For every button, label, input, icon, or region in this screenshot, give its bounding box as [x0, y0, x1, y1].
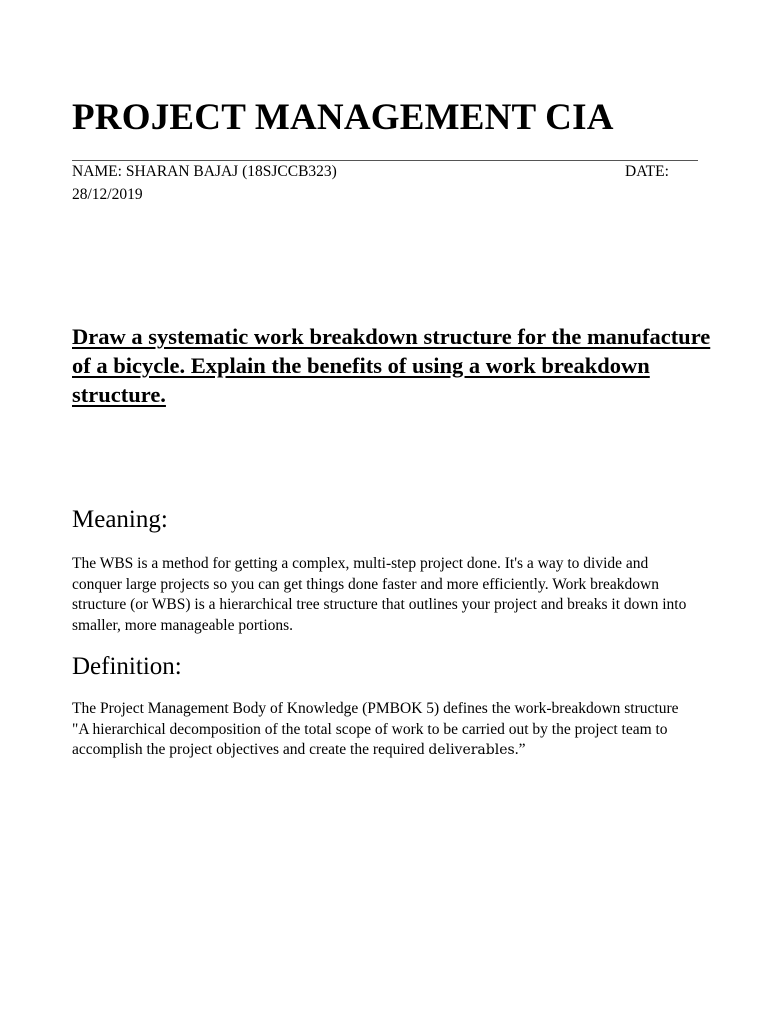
student-name: NAME: SHARAN BAJAJ (18SJCCB323) — [72, 163, 337, 180]
meaning-paragraph: The WBS is a method for getting a complex, multi-step project done. It's a way to divide and conquer large projects so you can get things done faster and more efficiently. Work breakdown structure (or WBS) is a hierarchical tree structure that outlines your project and breaks it down into smaller, more manageable portions. — [72, 555, 687, 634]
definition-text-end: .” — [514, 741, 526, 758]
document-title: PROJECT MANAGEMENT CIA — [72, 97, 614, 138]
definition-text: The Project Management Body of Knowledge (PMBOK 5) defines the work-breakdown structure "A hierarchical decomposition of the total scope of work to be carried out by the project team to accomplish the project objectives and create the required — [72, 700, 679, 758]
date-label: DATE: — [625, 163, 669, 180]
definition-paragraph — [72, 699, 692, 761]
date-value: 28/12/2019 — [72, 186, 143, 203]
meaning-heading: Meaning: — [72, 506, 168, 533]
question-heading: Draw a systematic work breakdown structure for the manufacture of a bicycle. Explain the benefits of using a work breakdown structure. — [72, 324, 711, 407]
definition-heading: Definition: — [72, 653, 182, 680]
meta-line — [72, 161, 678, 183]
deliverables-term: deliverables — [428, 742, 515, 758]
